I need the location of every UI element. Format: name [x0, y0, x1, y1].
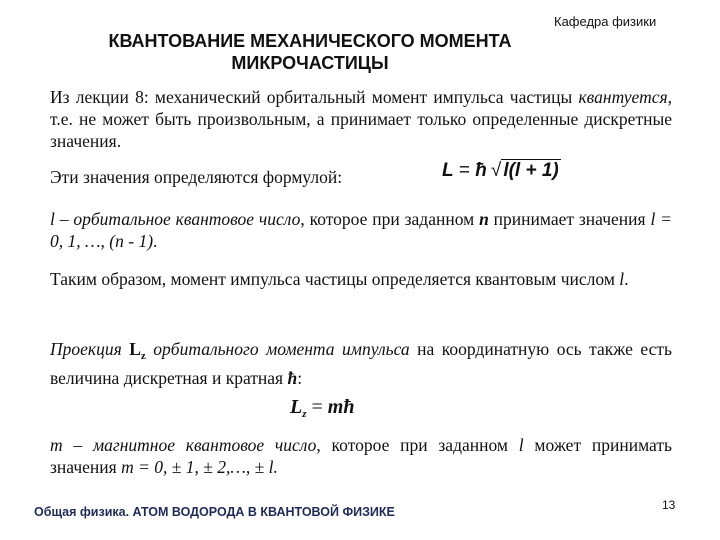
paragraph-magnetic-number [50, 434, 672, 478]
formula1-lhs: L [442, 160, 454, 181]
p4-text: Таким образом, момент импульса частицы определяется квантовым числом [50, 269, 620, 289]
p3-var: l [50, 209, 55, 229]
p5-tail: на координатную ось также есть величина дискретная и кратная [50, 339, 673, 388]
p5-emphasis-2: орбитального момента импульса [145, 339, 410, 359]
formula1-sqrt-content: l(l + 1) [503, 160, 559, 181]
p5-hbar: ħ [287, 368, 298, 388]
title-line-1: КВАНТОВАНИЕ МЕХАНИЧЕСКОГО МОМЕНТА [108, 31, 512, 51]
p3-emphasis: – орбитальное квантовое число [54, 209, 301, 229]
formula2-rhs: mħ [327, 396, 355, 418]
paragraph-formula-intro [50, 166, 672, 188]
p3-mid2: принимает значения [488, 209, 651, 229]
sqrt-sign-icon: √ [490, 160, 502, 181]
p3-end: . [153, 231, 158, 251]
p6-mid2: может принимать значения [50, 435, 672, 477]
footer-course-title: Общая физика. АТОМ ВОДОРОДА В КВАНТОВОЙ ФИЗИКЕ [34, 505, 395, 519]
p5-end: : [297, 368, 303, 388]
formula-projection [290, 396, 354, 420]
p6-values: m = 0, ± 1, ± 2,…, ± l. [121, 457, 278, 477]
paragraph-projection [50, 338, 672, 389]
p4-end: . [624, 269, 629, 289]
formula1-hbar: ħ [475, 160, 487, 181]
formula-angular-momentum [442, 160, 561, 182]
department-label: Кафедра физики [554, 14, 657, 29]
page-number: 13 [662, 498, 676, 512]
paragraph-conclusion [50, 268, 672, 290]
slide-title [40, 30, 580, 74]
paragraph-orbital-number [50, 208, 672, 252]
formula2-eq: = [306, 396, 328, 418]
p5-Lz-sub: z [140, 350, 146, 362]
p1-emphasis: квантуется [578, 87, 668, 107]
p3-mid: , которое при заданном [300, 209, 480, 229]
formula1-eq: = [453, 160, 476, 181]
p6-var: m [50, 435, 63, 455]
p3-values: l = 0, 1, …, (n - 1) [50, 209, 672, 251]
p1-tail: , т.е. не может быть произвольным, а принимает только определенные дискретные значения. [50, 87, 672, 151]
p5-Lz [129, 339, 146, 362]
p2-text: Эти значения определяются формулой: [50, 167, 343, 187]
formula2-lhs: L [290, 396, 303, 418]
formula2-lhs-sub: z [302, 408, 307, 420]
formula1-sqrt [487, 160, 561, 182]
title-line-2: МИКРОЧАСТИЦЫ [231, 53, 389, 73]
p6-emphasis: – магнитное квантовое число [62, 435, 317, 455]
p6-mid: , которое при заданном [316, 435, 519, 455]
p3-n: n [479, 209, 489, 229]
p5-Lz-letter: L [129, 339, 141, 359]
p5-emphasis-1: Проекция [50, 339, 130, 359]
paragraph-quantization [50, 86, 672, 152]
p1-lead: Из лекции 8: механический орбитальный момент импульса частицы [50, 87, 579, 107]
p6-l: l [518, 435, 524, 455]
p4-var: l [619, 269, 625, 289]
